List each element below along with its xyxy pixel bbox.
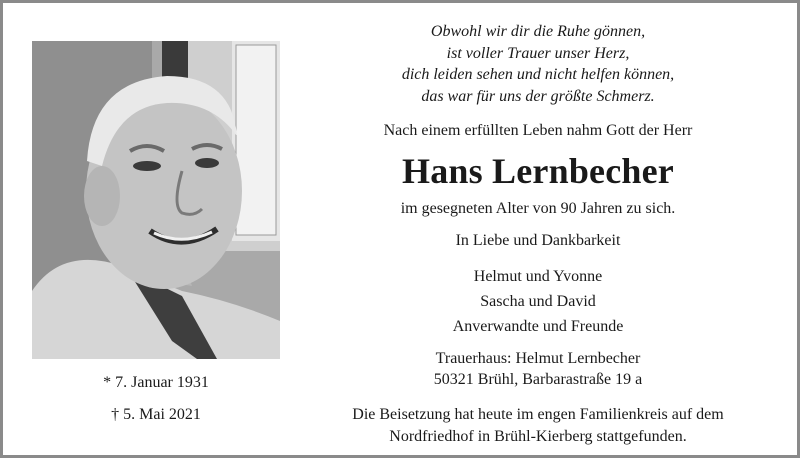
burial-notice [303, 404, 773, 448]
age-line: im gesegneten Alter von 90 Jahren zu sich. [400, 200, 676, 217]
poem-line: das war für uns der größte Schmerz. [421, 87, 655, 105]
portrait-photo [32, 41, 280, 359]
poem-line: Obwohl wir dir die Ruhe gönnen, [430, 23, 646, 40]
poem-line: dich leiden sehen und nicht helfen können, [401, 66, 675, 83]
announcement-intro: Nach einem erfüllten Leben nahm Gott der Herr [383, 122, 693, 139]
burial-line: Die Beisetzung hat heute im engen Familienkreis auf dem [352, 406, 724, 423]
mourners-list [303, 264, 773, 339]
memorial-poem [303, 21, 773, 107]
mourning-house-line: Trauerhaus: Helmut Lernbecher [435, 350, 641, 367]
mourners-intro: In Liebe und Dankbarkeit [455, 232, 621, 249]
mourner-name: Helmut und Yvonne [473, 268, 603, 285]
burial-line: Nordfriedhof in Brühl-Kierberg stattgefunden. [389, 428, 687, 445]
mourner-name: Anverwandte und Freunde [452, 318, 624, 335]
poem-line: ist voller Trauer unser Herz, [446, 44, 630, 62]
deceased-name: Hans Lernbecher [402, 151, 674, 191]
birth-date: * 7. Januar 1931 [103, 374, 209, 391]
mourning-house-address: 50321 Brühl, Barbarastraße 19 a [433, 371, 643, 388]
mourner-name: Sascha und David [480, 293, 596, 310]
mourning-house [303, 348, 773, 390]
death-date: † 5. Mai 2021 [111, 406, 201, 423]
